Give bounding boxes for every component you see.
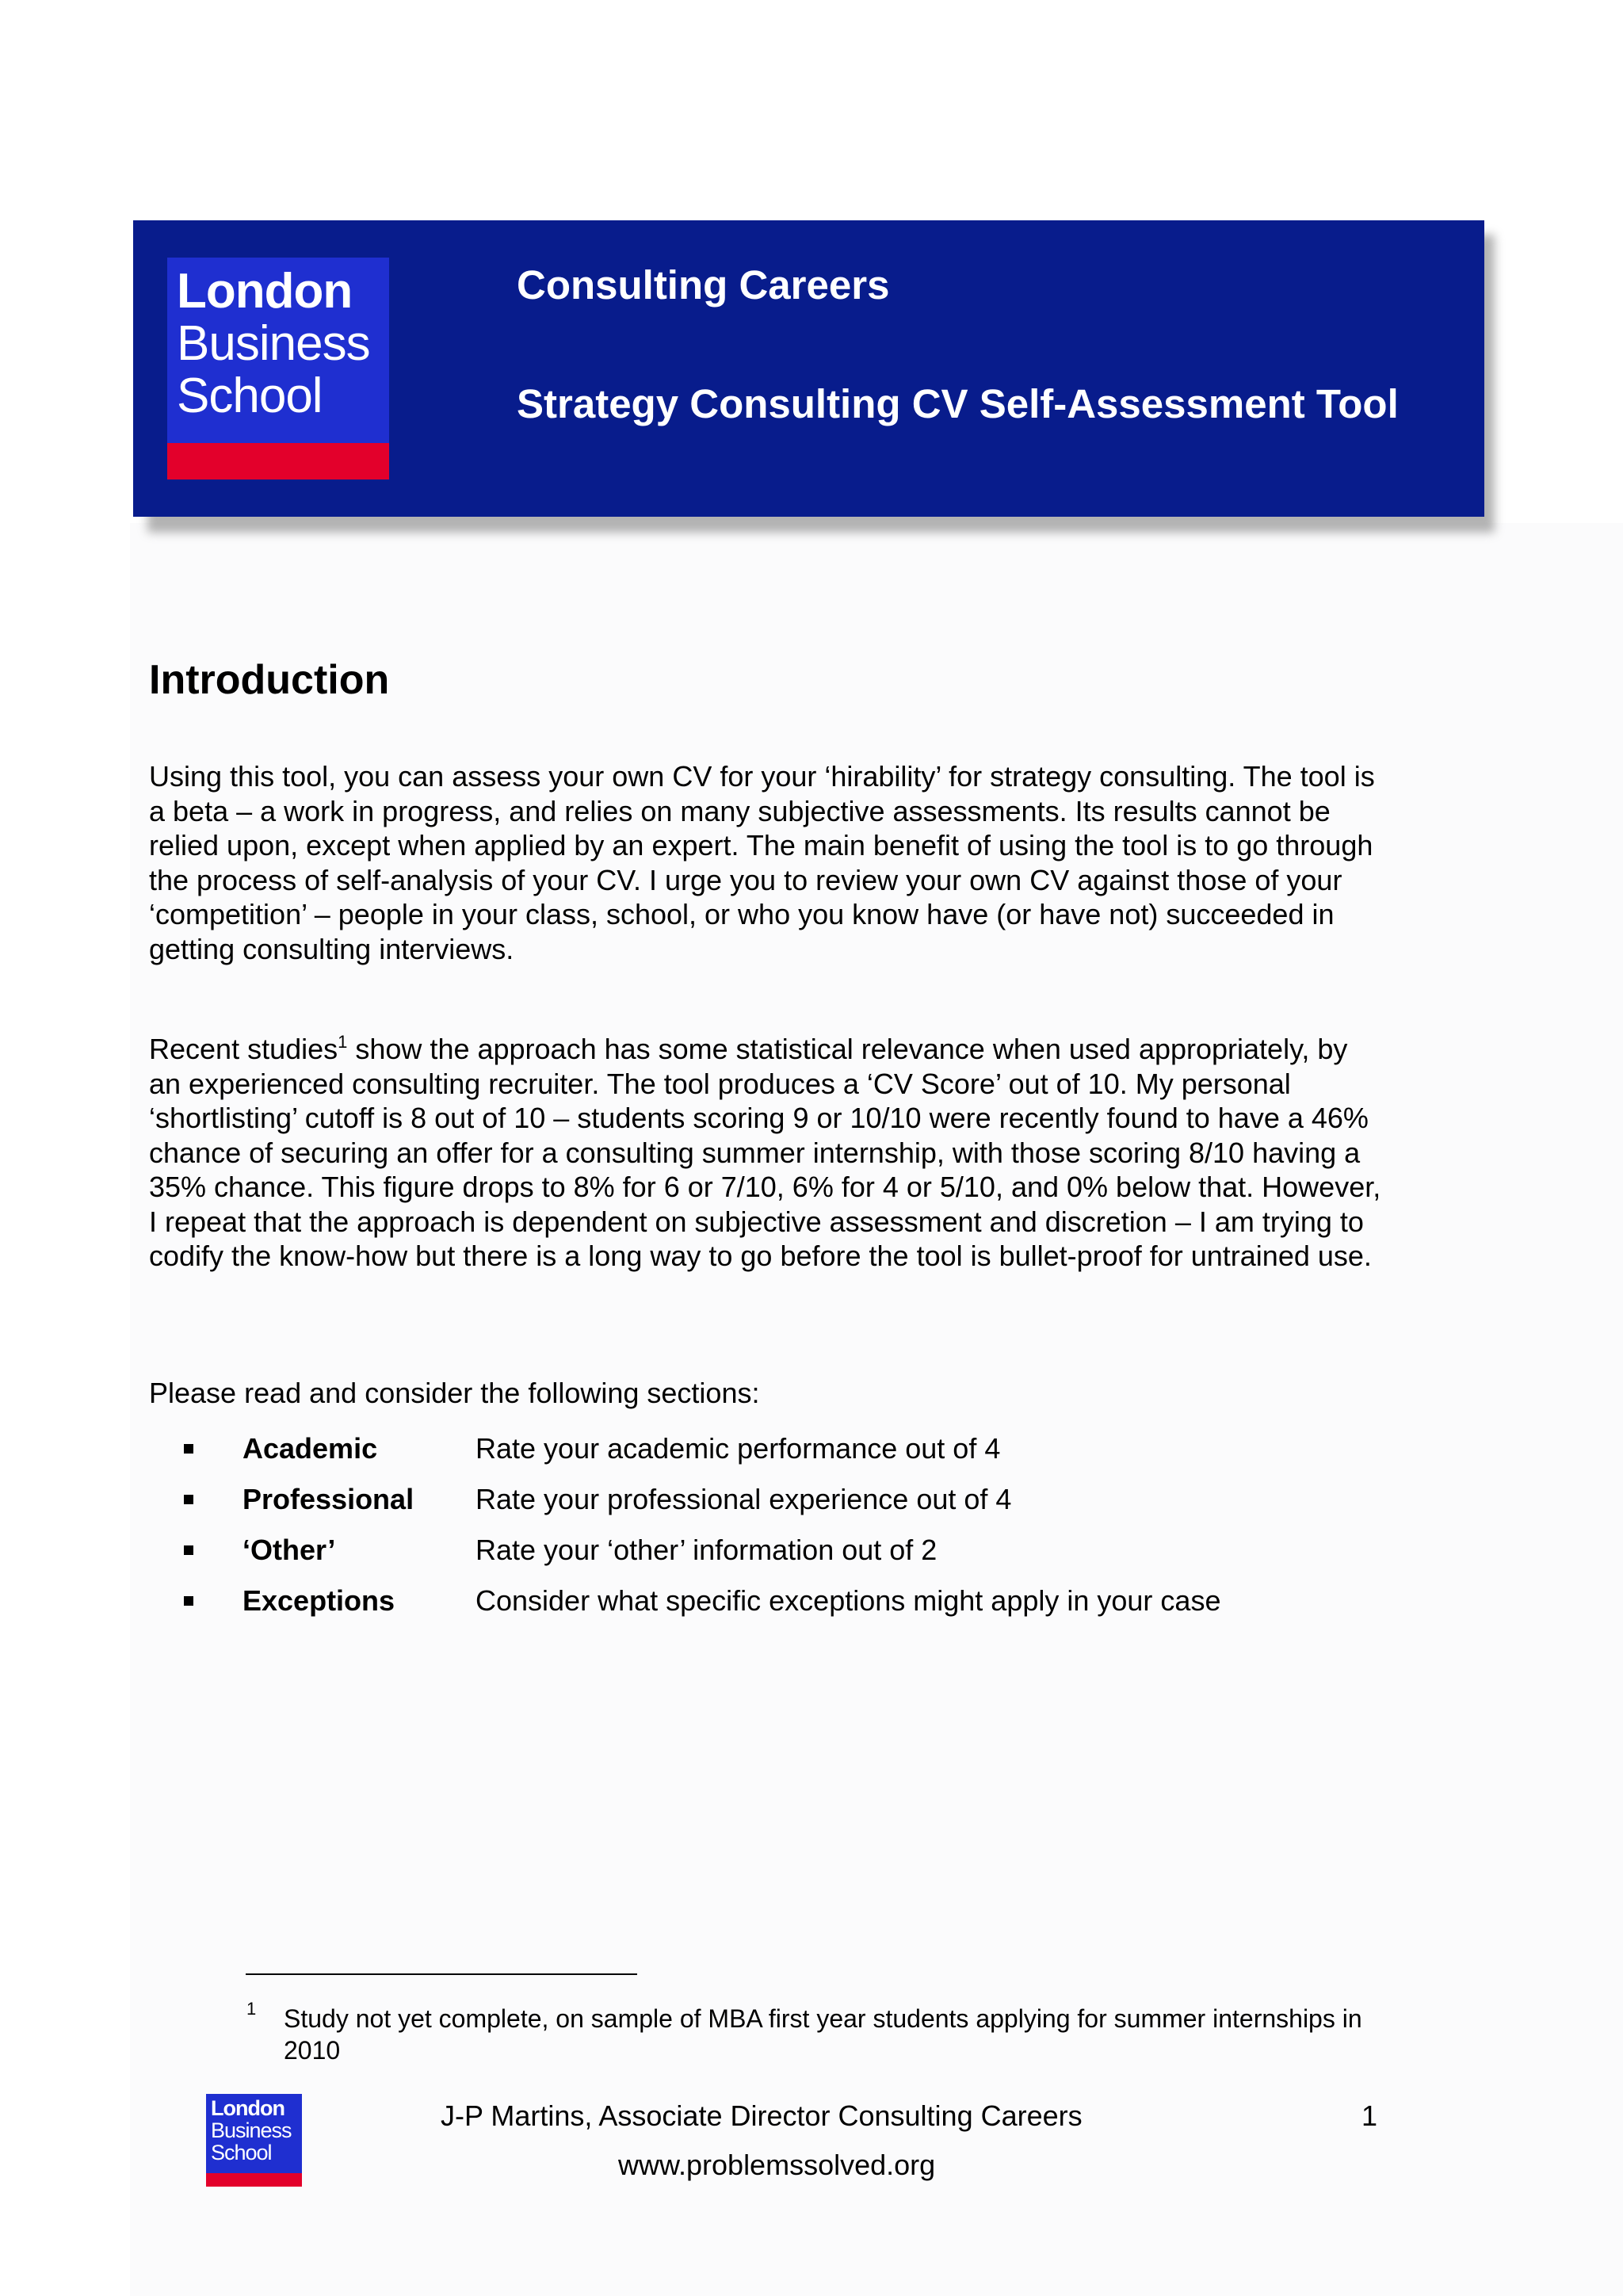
sections-list xyxy=(184,1423,1220,1626)
section-term: Exceptions xyxy=(242,1584,395,1617)
square-bullet-icon xyxy=(184,1495,193,1504)
intro-paragraph-2-rest: show the approach has some statistical relevance when used appropriately, by an experienced consulting recruiter. The tool produces a ‘CV Score’ out of 10. My personal ‘shortlisting’ cutoff is 8 out of 10 – students scoring 9 or 10/10 were recently found to have a 46% chance of securing an offer for a consulting summer internship, with those scoring 8/10 having a 35% chance. This figure drops to 8% for 6 or 7/10, 6% for 4 or 5/10, and 0% below that. However, I repeat that the approach is dependent on subjective assessment and discretion – I am trying to codify the know-how but there is a long way to go before the tool is bullet-proof for untrained use. xyxy=(149,1033,1381,1272)
lbs-logo-line2: Business xyxy=(177,316,370,371)
lbs-logo-red-bar xyxy=(167,443,389,479)
intro-paragraph-2 xyxy=(149,1032,1385,1274)
lbs-logo-line1: London xyxy=(177,264,353,319)
footer-url: www.problemssolved.org xyxy=(618,2149,936,2181)
footer-logo-red-bar xyxy=(206,2173,302,2187)
list-item xyxy=(184,1525,1220,1576)
section-term: Academic xyxy=(242,1432,378,1465)
intro-paragraph-1: Using this tool, you can assess your own CV for your ‘hirability’ for strategy consulting. The tool is a beta – a work in progress, and relies on many subjective assessments. Its results cannot be relied upon, except when applied by an expert. The main benefit of using the tool is to go through the process of self-analysis of your CV. I urge you to review your own CV against those of your ‘competition’ – people in your class, school, or who you know have (or have not) succeeded in getting consulting interviews. xyxy=(149,760,1375,965)
section-description: Consider what specific exceptions might apply in your case xyxy=(475,1584,1221,1617)
footer-logo-line3: School xyxy=(211,2141,272,2164)
square-bullet-icon xyxy=(184,1545,193,1555)
square-bullet-icon xyxy=(184,1596,193,1606)
section-term: ‘Other’ xyxy=(242,1534,336,1566)
banner-title: Consulting Careers xyxy=(517,262,890,308)
lbs-logo-line3: School xyxy=(177,369,323,423)
footer-logo-line2: Business xyxy=(211,2118,292,2142)
list-item xyxy=(184,1423,1220,1474)
footnote-divider xyxy=(246,1973,637,1975)
intro-paragraph-2-lead: Recent studies xyxy=(149,1033,338,1065)
square-bullet-icon xyxy=(184,1444,193,1454)
footer-lbs-logo xyxy=(206,2094,302,2187)
lbs-logo xyxy=(167,258,389,479)
list-item xyxy=(184,1474,1220,1525)
introduction-heading: Introduction xyxy=(149,657,390,703)
footnote-text: Study not yet complete, on sample of MBA first year students applying for summer internships in 2010 xyxy=(284,2004,1362,2065)
footnote-reference: 1 xyxy=(338,1032,348,1052)
lbs-logo-text xyxy=(177,266,370,422)
list-item xyxy=(184,1576,1220,1626)
section-term: Professional xyxy=(242,1483,414,1515)
banner-subtitle: Strategy Consulting CV Self-Assessment Tool xyxy=(517,381,1399,426)
page-number: 1 xyxy=(1361,2099,1378,2132)
footer-logo-line1: London xyxy=(211,2096,285,2120)
footnote-mark: 1 xyxy=(246,1999,257,2019)
section-description: Rate your academic performance out of 4 xyxy=(475,1432,1001,1465)
section-description: Rate your ‘other’ information out of 2 xyxy=(475,1534,938,1566)
footer-logo-text xyxy=(211,2097,292,2164)
intro-paragraph-3: Please read and consider the following sections: xyxy=(149,1377,760,1409)
section-description: Rate your professional experience out of 4 xyxy=(475,1483,1012,1515)
footer-author: J-P Martins, Associate Director Consulting Careers xyxy=(441,2099,1083,2132)
